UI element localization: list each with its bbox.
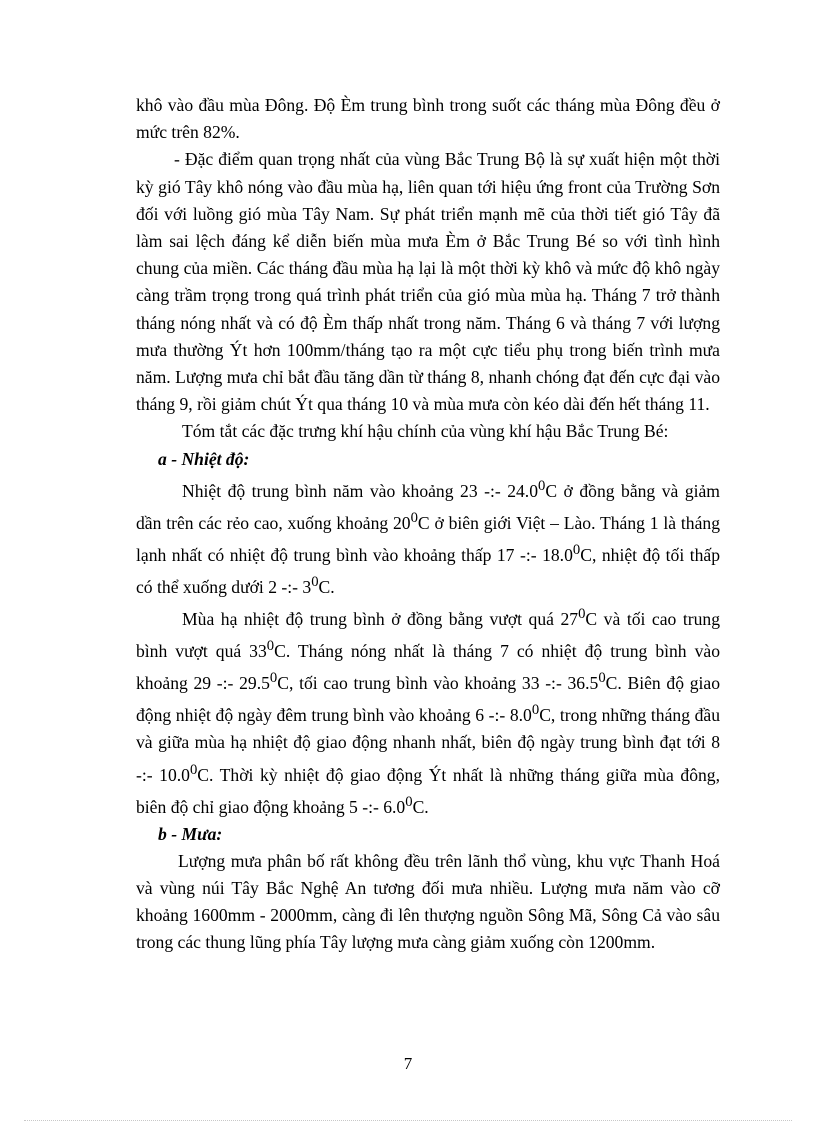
text-run: Nhiệt độ trung bình năm vào khoảng 23 -:- 24.0 <box>182 480 538 501</box>
text-run: C, nhiệt độ tối thấp có thể xuống dưới 2 -:- 3 <box>136 544 720 597</box>
degree-superscript: 0 <box>405 793 413 810</box>
degree-superscript: 0 <box>538 477 546 494</box>
paragraph-summary-intro: Tóm tắt các đặc trưng khí hậu chính của vùng khí hậu Bắc Trung Bé: <box>182 421 669 442</box>
text-run: C. <box>412 796 429 817</box>
text-run: Mùa hạ nhiệt độ trung bình ở đồng bằng vượt quá 27 <box>182 608 579 629</box>
paragraph-rainfall: Lượng mưa phân bố rất không đều trên lãnh thổ vùng, khu vực Thanh Hoá và vùng núi Tây Bắc Nghệ An tương đối mưa nhiều. Lượng mưa năm vào cỡ khoảng 1600mm - 2000mm, càng đi lên thượng nguồn Sông Mã, Sông Cả vào sâu trong các thung lũng phía Tây lượng mưa càng giảm xuống còn 1200mm. <box>136 850 720 953</box>
paragraph-temperature-summer <box>136 601 720 821</box>
page-number: 7 <box>403 1054 413 1073</box>
degree-superscript: 0 <box>266 638 275 655</box>
text-run: C và tối cao trung bình vượt quá 33 <box>136 608 721 662</box>
degree-superscript: 0 <box>311 574 319 591</box>
text-run: C, trong những tháng đầu và giữa mùa hạ nhiệt độ giao động nhanh nhất, biên độ ngày trung bình đạt tới 8 -:- 10.0 <box>136 705 720 785</box>
text-run: C ở đồng bằng và giảm dần trên các rẻo cao, xuống khoảng 20 <box>136 480 720 533</box>
degree-superscript: 0 <box>598 670 606 687</box>
paragraph-west-wind: - Đặc điểm quan trọng nhất của vùng Bắc Trung Bộ là sự xuất hiện một thời kỳ gió Tây khô nóng vào đầu mùa hạ, liên quan tới hiệu ứng front của Trường Sơn đối với luồng gió mùa Tây Nam. Sự phát triển mạnh mẽ của thời tiết gió Tây đã làm sai lệch đáng kể diễn biến mùa mưa Èm ở Bắc Trung Bé so với tình hình chung của miền. Các tháng đầu mùa hạ lại là một thời kỳ khô và mức độ khô ngày càng trầm trọng trong quá trình phát triển của gió mùa mùa hạ. Tháng 7 trở thành tháng nóng nhất và có độ Èm thấp nhất trong năm. Tháng 6 và tháng 7 với lượng mưa thường Ýt hơn 100mm/tháng tạo ra một cực tiểu phụ trong biến trình mưa năm. Lượng mưa chỉ bắt đầu tăng dần từ tháng 8, nhanh chóng đạt đến cực đại vào tháng 9, rồi giảm chút Ýt qua tháng 10 và mùa mưa còn kéo dài đến hết tháng 11. <box>136 149 720 415</box>
paragraph-humidity: khô vào đầu mùa Đông. Độ Èm trung bình trong suốt các tháng mùa Đông đều ở mức trên 82%. <box>136 95 720 143</box>
page-bottom-divider <box>24 1120 792 1121</box>
degree-superscript: 0 <box>531 702 540 719</box>
text-run: C. <box>318 576 335 597</box>
heading-rainfall: b - Mưa: <box>158 823 223 844</box>
document-body <box>136 92 720 957</box>
degree-superscript: 0 <box>189 761 198 778</box>
text-run: C ở biên giới Việt – Lào. Tháng 1 là tháng lạnh nhất có nhiệt độ trung bình vào khoảng thấp 17 -:- 18.0 <box>136 512 720 565</box>
degree-superscript: 0 <box>410 509 418 526</box>
degree-superscript: 0 <box>578 606 586 623</box>
text-run: C, tối cao trung bình vào khoảng 33 -:- 36.5 <box>277 673 599 694</box>
degree-superscript: 0 <box>269 670 278 687</box>
heading-temperature: a - Nhiệt độ: <box>158 448 250 469</box>
degree-superscript: 0 <box>572 541 581 558</box>
text-run: C. Tháng nóng nhất là tháng 7 có nhiệt độ trung bình vào khoảng 29 -:- 29.5 <box>136 641 720 694</box>
paragraph-temperature-annual <box>136 473 720 601</box>
text-run: C. Biên độ giao động nhiệt độ ngày đêm trung bình vào khoảng 6 -:- 8.0 <box>136 673 721 726</box>
text-run: C. Thời kỳ nhiệt độ giao động Ýt nhất là những tháng giữa mùa đông, biên độ chỉ giao động khoảng 5 -:- 6.0 <box>136 764 720 817</box>
